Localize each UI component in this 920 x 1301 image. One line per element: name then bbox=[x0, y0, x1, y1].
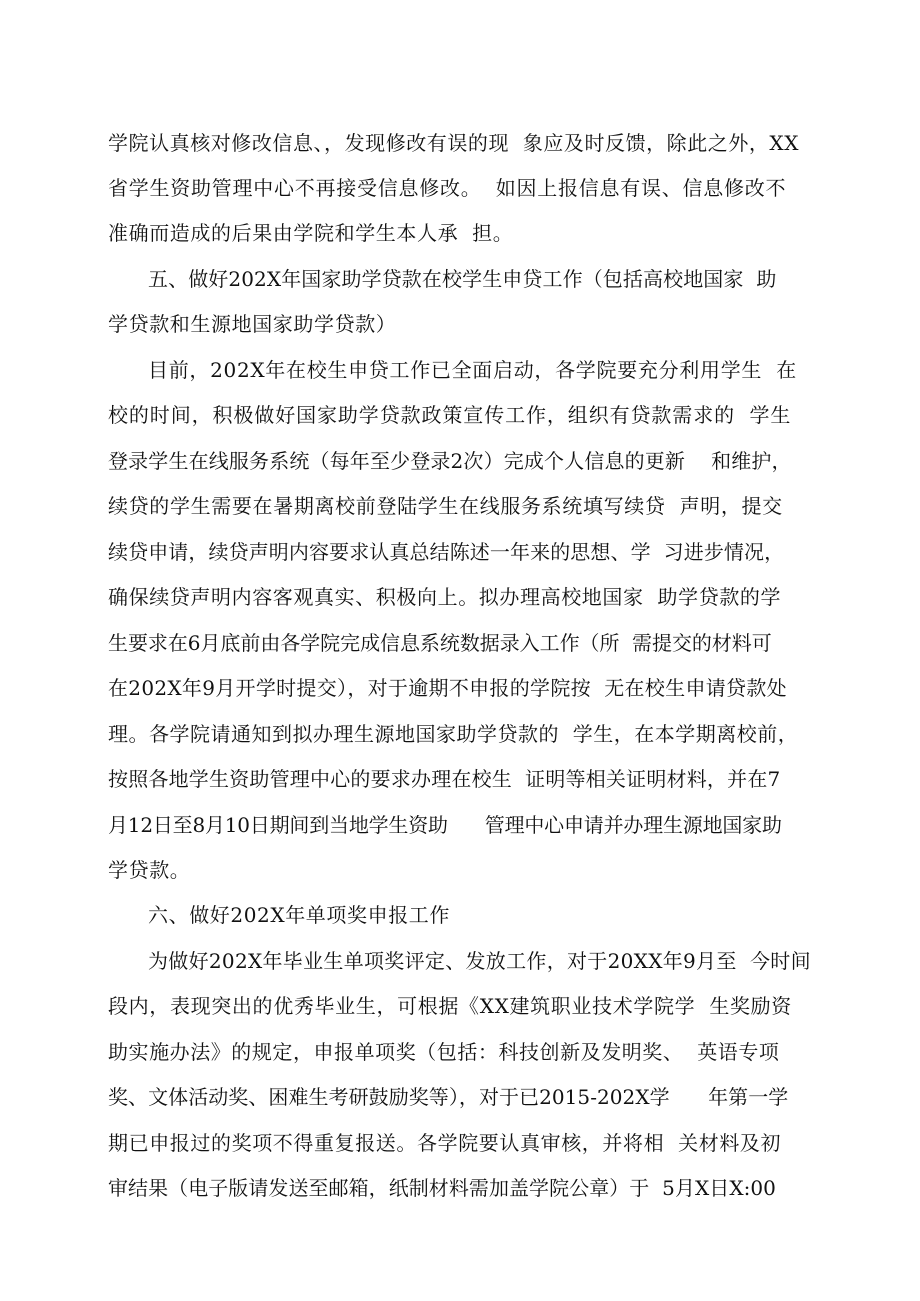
body-text-line: 月12日至8月10日期间到当地学生资助 管理中心申请并办理生源地国家助 bbox=[108, 813, 782, 837]
body-text-line: 审结果（电子版请发送至邮箱，纸制材料需加盖学院公章）于 5月X日X:00 bbox=[108, 1176, 776, 1200]
section-heading-6: 六、做好202X年单项奖申报工作 bbox=[148, 903, 451, 927]
body-text-line: 生要求在6月底前由各学院完成信息系统数据录入工作（所 需提交的材料可 bbox=[108, 631, 772, 655]
body-text-line: 理。各学院请通知到拟办理生源地国家助学贷款的 学生，在本学期离校前， bbox=[108, 722, 799, 746]
body-text-line: 学贷款。 bbox=[108, 858, 191, 882]
body-text-line: 目前，202X年在校生申贷工作已全面启动，各学院要充分利用学生 在 bbox=[148, 358, 797, 382]
body-text-line: 校的时间，积极做好国家助学贷款政策宣传工作，组织有贷款需求的 学生 bbox=[108, 403, 792, 427]
body-text-line: 助实施办法》的规定，申报单项奖（包括：科技创新及发明奖、 英语专项 bbox=[108, 1040, 780, 1064]
body-text-line: 续贷的学生需要在暑期离校前登陆学生在线服务系统填写续贷 声明，提交 bbox=[108, 494, 783, 518]
body-text-line: 续贷申请，续贷声明内容要求认真总结陈述一年来的思想、学 习进步情况， bbox=[108, 540, 785, 564]
body-text-line: 确保续贷声明内容客观真实、积极向上。拟办理高校地国家 助学贷款的学 bbox=[108, 585, 782, 609]
body-text-line: 按照各地学生资助管理中心的要求办理在校生 证明等相关证明材料，并在7 bbox=[108, 767, 781, 791]
body-text-line: 为做好202X年毕业生单项奖评定、发放工作，对于20XX年9月至 今时间 bbox=[148, 949, 811, 973]
body-text-line: 登录学生在线服务系统（每年至少登录2次）完成个人信息的更新 和维护， bbox=[108, 449, 792, 473]
body-text-line: 奖、文体活动奖、困难生考研鼓励奖等），对于已2015-202X学 年第一学 bbox=[108, 1085, 789, 1109]
body-text-line: 段内，表现突出的优秀毕业生，可根据《XX建筑职业技术学院学 生奖励资 bbox=[108, 994, 792, 1018]
section-heading-5: 五、做好202X年国家助学贷款在校学生申贷工作（包括高校地国家 助 bbox=[148, 267, 777, 291]
body-text-line: 期已申报过的奖项不得重复报送。各学院要认真审核，并将相 关材料及初 bbox=[108, 1131, 782, 1155]
body-text-line: 省学生资助管理中心不再接受信息修改。 如因上报信息有误、信息修改不 bbox=[108, 176, 787, 200]
body-text-line: 学院认真核对修改信息、，发现修改有误的现 象应及时反馈，除此之外，XX bbox=[108, 131, 799, 155]
section-heading-5-continued: 学贷款和生源地国家助学贷款） bbox=[108, 312, 397, 336]
body-text-line: 准确而造成的后果由学院和学生本人承 担。 bbox=[108, 221, 514, 245]
body-text-line: 在202X年9月开学时提交），对于逾期不申报的学院按 无在校生申请贷款处 bbox=[108, 676, 787, 700]
